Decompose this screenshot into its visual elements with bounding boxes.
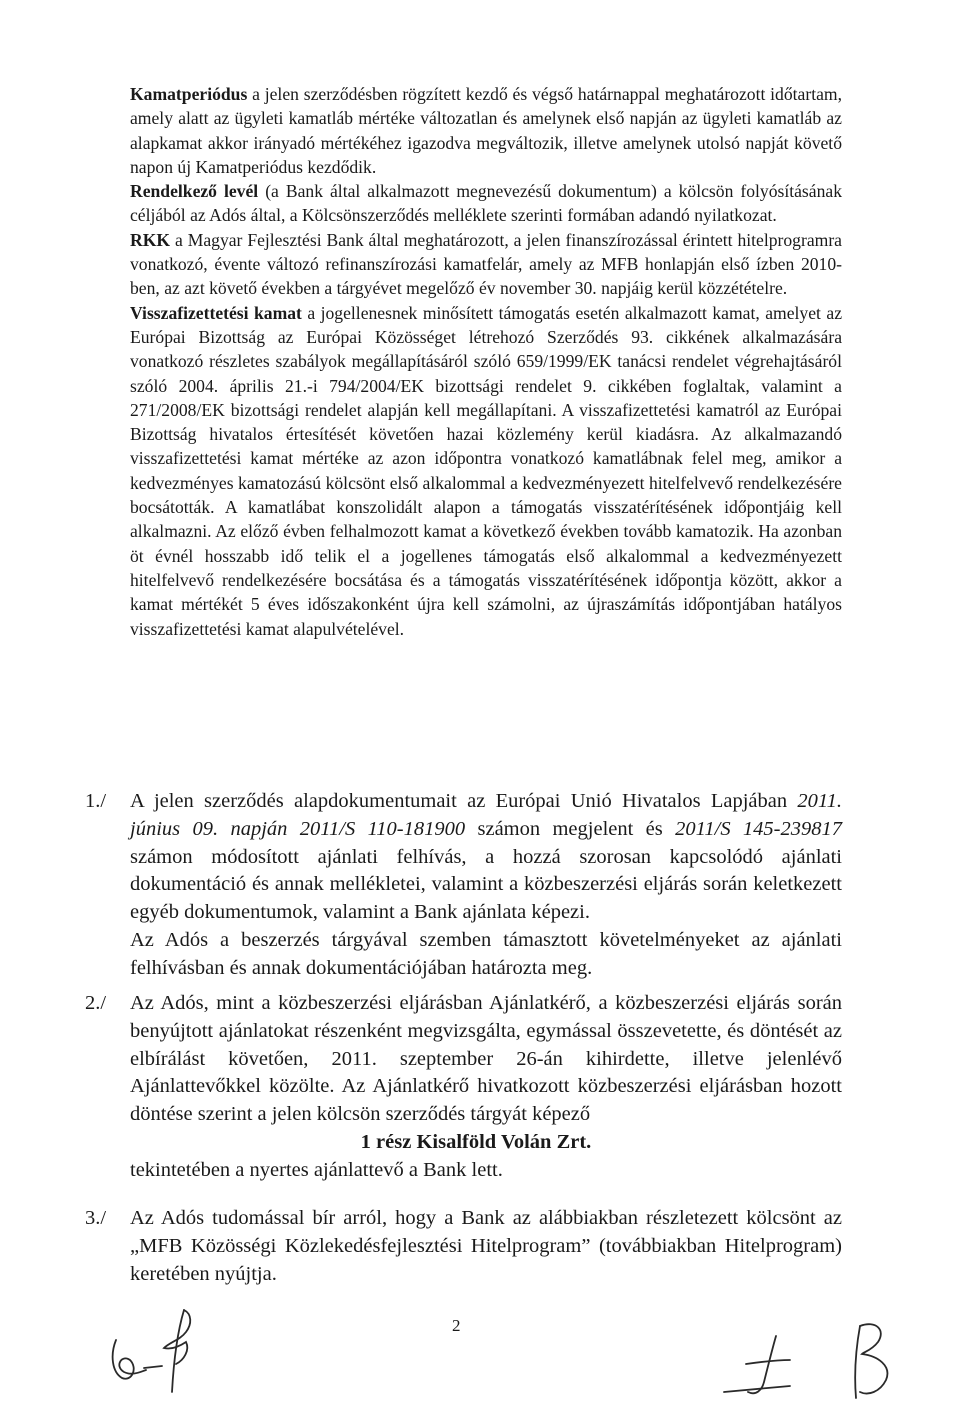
item-body [130, 1205, 842, 1288]
definition-kamatperiodus [130, 82, 842, 179]
signature-right-1 [720, 1330, 810, 1405]
definition-text: a Magyar Fejlesztési Bank által meghatározott, a jelen finanszírozással érintett hitelprogramra vonatkozó, évente változó refinanszírozási kamatfelár, amely az MFB honlapján első ízben 2010-ben, az azt követő években a tárgyévet megelőző év november 30. napjáig kerül közzétételre. [130, 229, 842, 299]
signature-left [100, 1300, 230, 1400]
definition-term: Rendelkező levél [130, 181, 259, 202]
definition-text: a jogellenesnek minősített támogatás esetén alkalmazott kamat, amelyet az Európai Bizottság az Európai Közösséget létrehozó Szerződés 93. cikkének alkalmazására vonatkozó részletes szabályok megállapításáról szóló 659/1999/EK tanácsi rendelet végrehajtásáról szóló 2004. április 21.-i 794/2004/EK bizottsági rendelet 9. cikkében foglaltak, valamint a 271/2008/EK bizottsági rendelet alapján kell megállapítani. A visszafizettetési kamatról az Európai Bizottság hivatalos értesítését követően hazai közlemény kerül kiadásra. Az alkalmazandó visszafizettetési kamat mértéke az azon időpontra vonatkozó kamatlábnak felel meg, amikor a kedvezményes kamatozású kölcsönt első alkalommal a kedvezményezett hitelfelvevő rendelkezésére bocsátották. A kamatlábat konszolidált alapon a támogatás visszatérítésének időpontjáig kell alkalmazni. Az előző évben felhalmozott kamat a következő években tovább kamatozik. Ha azonban öt évnél hosszabb idő telik el a jogellenes támogatás első alkalommal a kedvezményezett hitelfelvevő rendelkezésére bocsátása és a támogatás visszatérítésének időpontja között, akkor a kamat mértékét 5 éves időszakonként újra kell számolni, az újraszámítás időpontjában hatályos visszafizettetési kamat alapulvételével. [130, 302, 842, 639]
definition-visszafizettetesi-kamat [130, 301, 842, 641]
item-number: 1./ [85, 790, 107, 812]
signature-right-2 [838, 1312, 913, 1407]
definition-term: RKK [130, 229, 171, 250]
item-number: 3./ [85, 1207, 107, 1229]
item-text: A jelen szerződés alapdokumentumait az Európai Unió Hivatalos Lapjában [130, 790, 798, 812]
page-number: 2 [452, 1316, 461, 1335]
definition-text: (a Bank által alkalmazott megnevezésű dokumentum) a kölcsön folyósításának céljából az Adós által, a Kölcsönszerződés melléklete szerinti formában adandó nyilatkozat. [130, 181, 842, 226]
definitions-section [130, 82, 842, 641]
item-text: számon megjelent és [465, 817, 676, 840]
item-paragraph: Az Adós, mint a közbeszerzési eljárásban Ajánlatkérő, a közbeszerzési eljárás során benyújtott ajánlatokat részenként megvizsgálta, egymással összevetette, és döntését az elbírálást követően, 2011. szeptember 26-án kihirdette, illetve jelenlévő Ajánlattevőkkel közölte. Az Ajánlatkérő hivatkozott közbeszerzési eljárásban hozott döntése szerint a jelen kölcsön szerződés tárgyát képező [130, 992, 842, 1126]
item-reference-italic: 2011/S 145-239817 [675, 817, 843, 840]
item-body [130, 788, 842, 983]
definition-rendelkezo-level [130, 179, 842, 228]
item-number: 2./ [85, 992, 107, 1014]
item-body [130, 990, 842, 1185]
item-paragraph: Az Adós tudomással bír arról, hogy a Bank az alábbiakban részletezett kölcsönt az „MFB Közösségi Közlekedésfejlesztési Hitelprogram” (továbbiakban Hitelprogram) keretében nyújtja. [130, 1207, 842, 1285]
item-reference-italic: 2011. június 09. napján 2011/S 110-181900 [130, 790, 842, 840]
item-paragraph: Az Adós a beszerzés tárgyával szemben támasztott követelményeket az ajánlati felhívásban és annak dokumentációjában határozta meg. [130, 928, 842, 979]
definition-text: a jelen szerződésben rögzített kezdő és végső határnappal meghatározott időtartam, amely alatt az ügyleti kamatláb mértéke változatlan és amelynek első napján az ügyleti kamatláb az alapkamat akkor irányadó mértékéhez igazodva megváltozik, illetve amelynek utolsó napját követő napon új Kamatperiódus kezdődik. [130, 84, 842, 177]
item-paragraph: tekintetében a nyertes ajánlattevő a Bank lett. [130, 1158, 503, 1181]
winner-line: 1 rész Kisalföld Volán Zrt. [360, 1130, 592, 1153]
item-text: számon módosított ajánlati felhívás, a hozzá szorosan kapcsolódó ajánlati dokumentáció és annak mellékletei, valamint a közbeszerzési eljárás során keletkezett egyéb dokumentumok, valamint a Bank ajánlata képezi. [130, 845, 842, 924]
item-paragraph [130, 788, 842, 927]
definition-rkk [130, 228, 842, 301]
definition-term: Visszafizettetési kamat [130, 302, 302, 323]
definition-term: Kamatperiódus [130, 84, 248, 104]
